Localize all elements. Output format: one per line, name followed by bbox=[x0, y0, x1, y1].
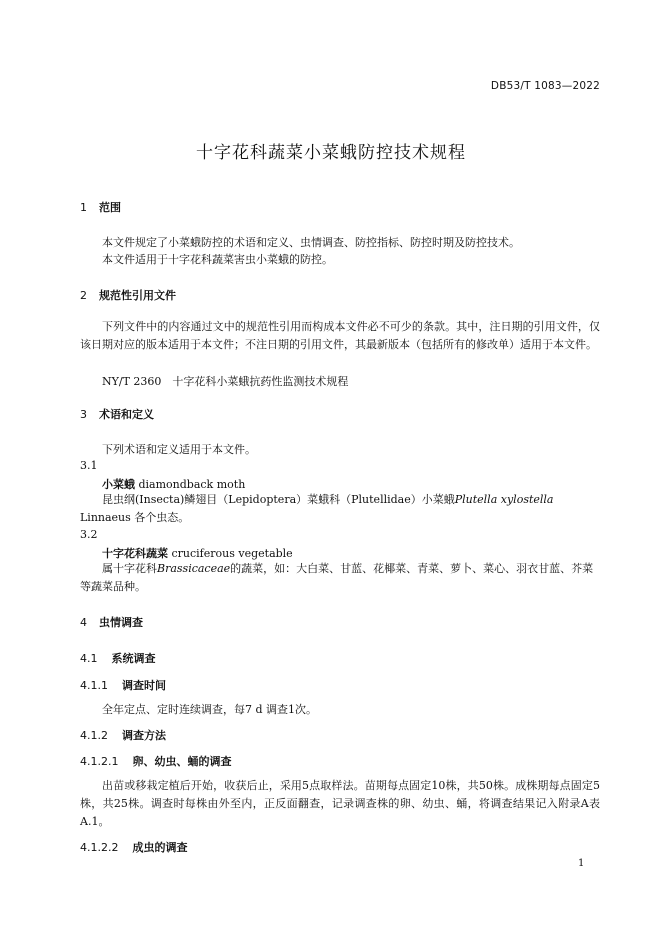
section-4-heading bbox=[80, 614, 143, 630]
term-definition bbox=[80, 560, 600, 596]
definition-text: 属十字花科 bbox=[102, 562, 157, 575]
section-title: 调查方法 bbox=[122, 729, 166, 742]
section-4-1-heading bbox=[80, 650, 156, 666]
paragraph: 下列术语和定义适用于本文件。 bbox=[102, 443, 256, 456]
section-4-1-2-1-heading bbox=[80, 753, 231, 769]
section-number: 4.1 bbox=[80, 652, 98, 665]
scientific-name: Plutella xylostella bbox=[454, 493, 554, 506]
section-title: 系统调查 bbox=[111, 652, 156, 665]
term-entry bbox=[102, 545, 293, 561]
term-zh: 小菜蛾 bbox=[102, 478, 135, 491]
section-title: 术语和定义 bbox=[99, 408, 154, 421]
section-4-1-2-heading bbox=[80, 727, 166, 743]
paragraph: 本文件适用于十字花科蔬菜害虫小菜蛾的防控。 bbox=[102, 253, 333, 266]
normative-reference: NY/T 2360 十字花科小菜蛾抗药性监测技术规程 bbox=[102, 375, 349, 388]
section-number: 1 bbox=[80, 201, 87, 214]
paragraph: 全年定点、定时连续调查，每7 d 调查1次。 bbox=[102, 703, 318, 716]
section-title: 虫情调查 bbox=[99, 616, 143, 629]
scientific-name: Brassicaceae bbox=[157, 562, 231, 575]
section-number: 4.1.1 bbox=[80, 679, 108, 692]
term-number: 3.2 bbox=[80, 528, 98, 541]
section-title: 成虫的调查 bbox=[132, 841, 188, 854]
section-3-heading bbox=[80, 406, 154, 422]
term-entry bbox=[102, 476, 245, 492]
section-4-1-2-2-heading bbox=[80, 839, 187, 855]
section-number: 4.1.2 bbox=[80, 729, 108, 742]
section-number: 2 bbox=[80, 289, 87, 302]
section-number: 4.1.2.1 bbox=[80, 755, 119, 768]
page-number: 1 bbox=[578, 858, 585, 869]
term-en: diamondback moth bbox=[135, 478, 246, 491]
section-title: 卵、幼虫、蛹的调查 bbox=[132, 755, 232, 768]
section-number: 3 bbox=[80, 408, 87, 421]
document-title: 十字花科蔬菜小菜蛾防控技术规程 bbox=[196, 143, 466, 163]
definition-text: Linnaeus 各个虫态。 bbox=[80, 511, 190, 524]
section-title: 调查时间 bbox=[122, 679, 166, 692]
paragraph: 下列文件中的内容通过文中的规范性引用而构成本文件必不可少的条款。其中，注日期的引用文件，仅该日期对应的版本适用于本文件；不注日期的引用文件，其最新版本（包括所有的修改单）适用于本文件。 bbox=[80, 320, 600, 351]
term-en: cruciferous vegetable bbox=[168, 547, 293, 560]
section-2-heading bbox=[80, 287, 176, 303]
section-number: 4.1.2.2 bbox=[80, 841, 119, 854]
section-title: 规范性引用文件 bbox=[99, 289, 176, 302]
paragraph: 本文件规定了小菜蛾防控的术语和定义、虫情调查、防控指标、防控时期及防控技术。 bbox=[102, 236, 520, 249]
section-number: 4 bbox=[80, 616, 87, 629]
definition-text: 昆虫纲(Insecta)鳞翅目（Lepidoptera）菜蛾科（Plutellidae）小菜蛾 bbox=[102, 493, 455, 506]
section-4-1-1-heading bbox=[80, 677, 166, 693]
term-definition bbox=[80, 491, 600, 527]
definition-text: 的蔬菜，如：大白菜、甘蓝、花椰菜、青菜、萝卜、菜心、羽衣甘蓝、芥菜等蔬菜品种。 bbox=[80, 562, 594, 593]
section-1-heading bbox=[80, 199, 121, 215]
term-number: 3.1 bbox=[80, 459, 98, 472]
section-title: 范围 bbox=[99, 201, 121, 214]
standard-code: DB53/T 1083—2022 bbox=[490, 80, 600, 92]
paragraph: 出苗或移栽定植后开始，收获后止，采用5点取样法。苗期每点固定10株，共50株。成株期每点固定5株，共25株。调查时每株由外至内，正反面翻查，记录调查株的卵、幼虫、蛹，将调查结果记入附录A表A.1。 bbox=[80, 779, 600, 828]
term-zh: 十字花科蔬菜 bbox=[102, 547, 168, 560]
